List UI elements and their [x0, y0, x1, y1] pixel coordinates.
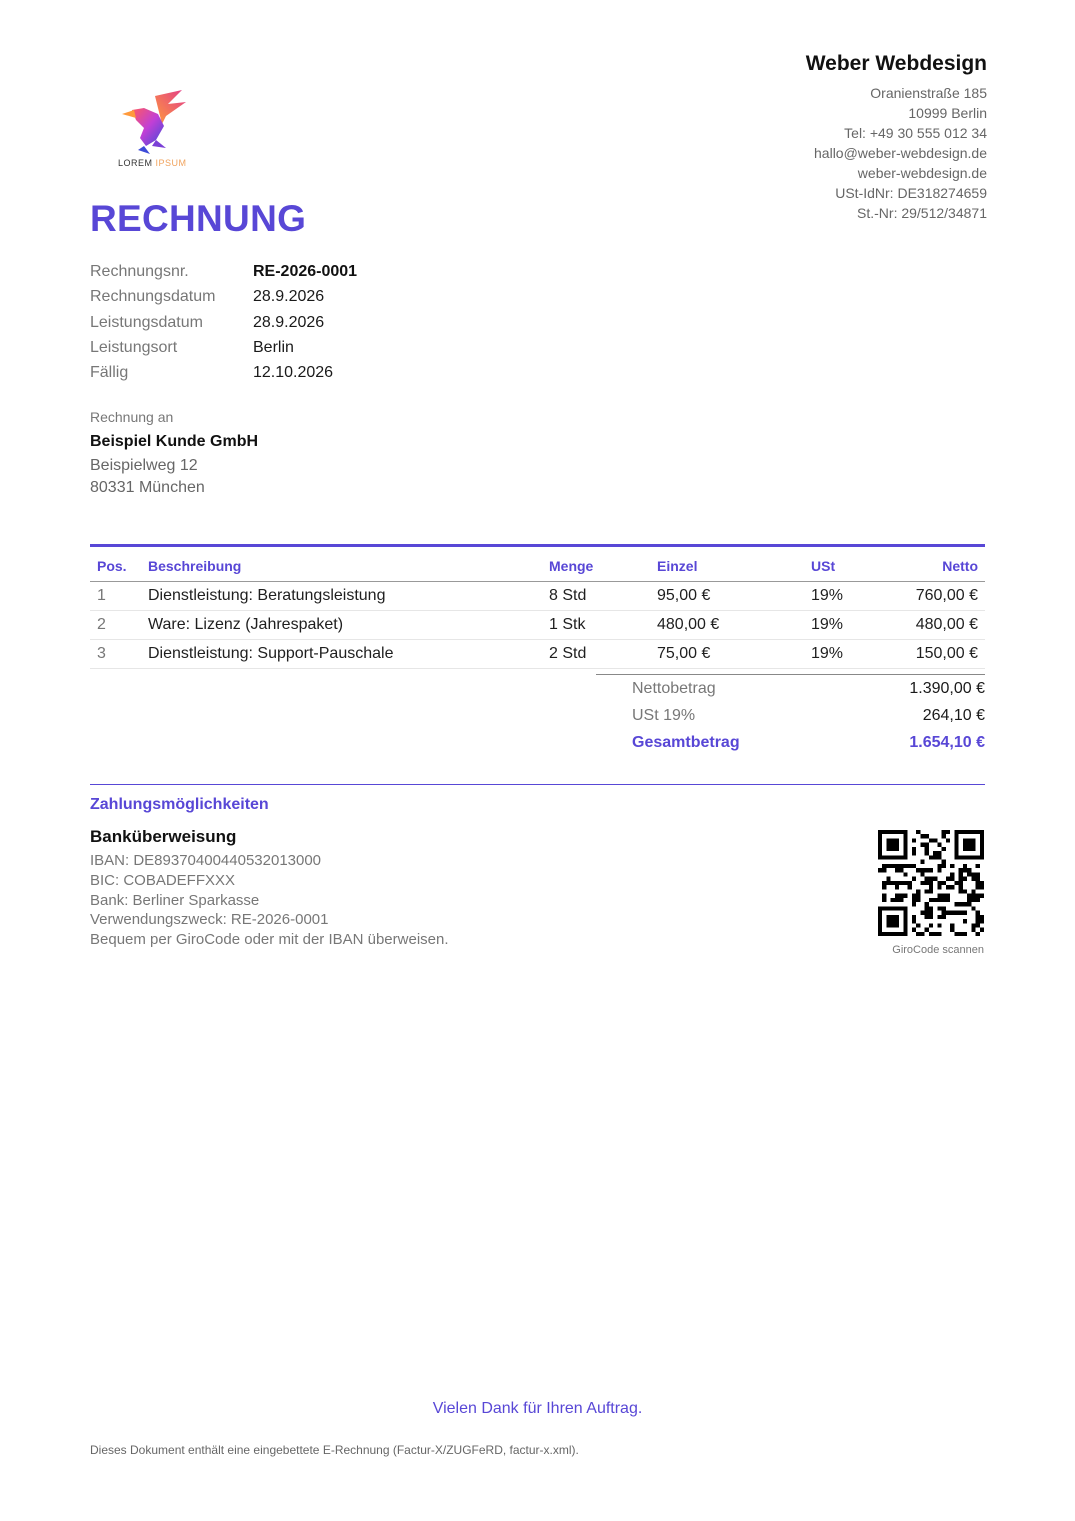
meta-value: 28.9.2026 — [253, 288, 325, 306]
column-header-pos: Pos. — [90, 546, 148, 582]
payment-details — [90, 851, 449, 950]
bill-to-label: Rechnung an — [90, 409, 174, 425]
section-divider — [90, 784, 985, 785]
table-row — [90, 611, 985, 640]
customer-city: 80331 München — [90, 479, 205, 496]
meta-value: 12.10.2026 — [253, 364, 334, 382]
meta-value: Berlin — [253, 338, 294, 356]
payment-bank: Bank: Berliner Sparkasse — [90, 891, 260, 909]
total-row-grand — [596, 729, 985, 756]
customer-street: Beispielweg 12 — [90, 457, 198, 474]
cell-net: 760,00 € — [901, 582, 985, 611]
cell-quantity: 1 Stk — [549, 611, 657, 640]
company-tax-number: St.-Nr: 29/512/34871 — [857, 205, 987, 221]
cell-unit-price: 95,00 € — [657, 582, 811, 611]
cell-net: 480,00 € — [901, 611, 985, 640]
payment-hint: Bequem per GiroCode oder mit der IBAN überweisen. — [90, 931, 449, 949]
column-header-vat: USt — [811, 546, 901, 582]
cell-description: Dienstleistung: Beratungsleistung — [148, 582, 549, 611]
meta-label: Leistungsdatum — [90, 313, 203, 331]
total-value: 1.654,10 € — [909, 733, 985, 751]
total-row-vat — [596, 702, 985, 729]
meta-row-invoice-date — [90, 287, 357, 312]
total-value: 264,10 € — [922, 706, 985, 724]
total-label: Gesamtbetrag — [632, 733, 740, 751]
company-vat-id: USt-IdNr: DE318274659 — [835, 185, 987, 201]
bill-to — [90, 409, 258, 499]
payment-iban: IBAN: DE89370400440532013000 — [90, 852, 322, 869]
cell-pos: 3 — [90, 640, 148, 669]
girocode-qr-icon — [878, 830, 984, 936]
meta-label: Leistungsort — [90, 338, 178, 356]
qr-caption: GiroCode scannen — [892, 944, 984, 956]
meta-row-service-location — [90, 338, 357, 363]
cell-description: Dienstleistung: Support-Pauschale — [148, 640, 549, 669]
table-header-row — [90, 546, 985, 582]
company-info — [627, 52, 987, 223]
payment-section-title: Zahlungsmöglichkeiten — [90, 796, 269, 813]
payment-method-title: Banküberweisung — [90, 827, 237, 846]
customer-name: Beispiel Kunde GmbH — [90, 433, 259, 450]
total-label: USt 19% — [632, 706, 696, 724]
cell-unit-price: 75,00 € — [657, 640, 811, 669]
totals-block — [596, 674, 985, 756]
company-name: Weber Webdesign — [805, 52, 987, 75]
meta-row-due-date — [90, 363, 357, 388]
meta-label: Fällig — [90, 364, 129, 382]
company-website: weber-webdesign.de — [857, 165, 987, 181]
table-row — [90, 640, 985, 669]
payment-reference: Verwendungszweck: RE-2026-0001 — [90, 911, 329, 929]
column-header-quantity: Menge — [549, 546, 657, 582]
thank-you-note: Vielen Dank für Ihren Auftrag. — [432, 1400, 643, 1417]
cell-vat: 19% — [811, 640, 901, 669]
company-logo — [110, 88, 200, 174]
meta-value: RE-2026-0001 — [253, 263, 358, 280]
meta-label: Rechnungsnr. — [90, 263, 189, 280]
column-header-unit-price: Einzel — [657, 546, 811, 582]
column-header-description: Beschreibung — [148, 546, 549, 582]
total-label: Nettobetrag — [632, 679, 716, 697]
cell-quantity: 2 Std — [549, 640, 657, 669]
total-row-net — [596, 675, 985, 702]
company-email: hallo@weber-webdesign.de — [814, 145, 987, 161]
line-items-table — [90, 544, 985, 669]
invoice-meta — [90, 262, 357, 388]
column-header-net: Netto — [901, 546, 985, 582]
meta-row-service-date — [90, 313, 357, 338]
company-address-city: 10999 Berlin — [908, 105, 987, 121]
cell-vat: 19% — [811, 611, 901, 640]
document-title: RECHNUNG — [90, 198, 307, 239]
cell-pos: 2 — [90, 611, 148, 640]
table-row — [90, 582, 985, 611]
payment-bic: BIC: COBADEFFXXX — [90, 871, 236, 889]
cell-vat: 19% — [811, 582, 901, 611]
meta-value: 28.9.2026 — [253, 313, 325, 331]
e-invoice-note: Dieses Dokument enthält eine eingebettete E-Rechnung (Factur-X/ZUGFeRD, factur-x.xml). — [90, 1443, 579, 1457]
company-address-street: Oranienstraße 185 — [870, 85, 987, 101]
cell-net: 150,00 € — [901, 640, 985, 669]
meta-row-invoice-number — [90, 262, 357, 287]
logo-wordmark: LOREM IPSUM — [118, 158, 187, 168]
cell-pos: 1 — [90, 582, 148, 611]
cell-description: Ware: Lizenz (Jahrespaket) — [148, 611, 549, 640]
total-value: 1.390,00 € — [909, 679, 985, 697]
cell-quantity: 8 Std — [549, 582, 657, 611]
cell-unit-price: 480,00 € — [657, 611, 811, 640]
meta-label: Rechnungsdatum — [90, 288, 216, 306]
bird-logo-icon — [110, 88, 190, 158]
company-phone: Tel: +49 30 555 012 34 — [844, 125, 987, 141]
